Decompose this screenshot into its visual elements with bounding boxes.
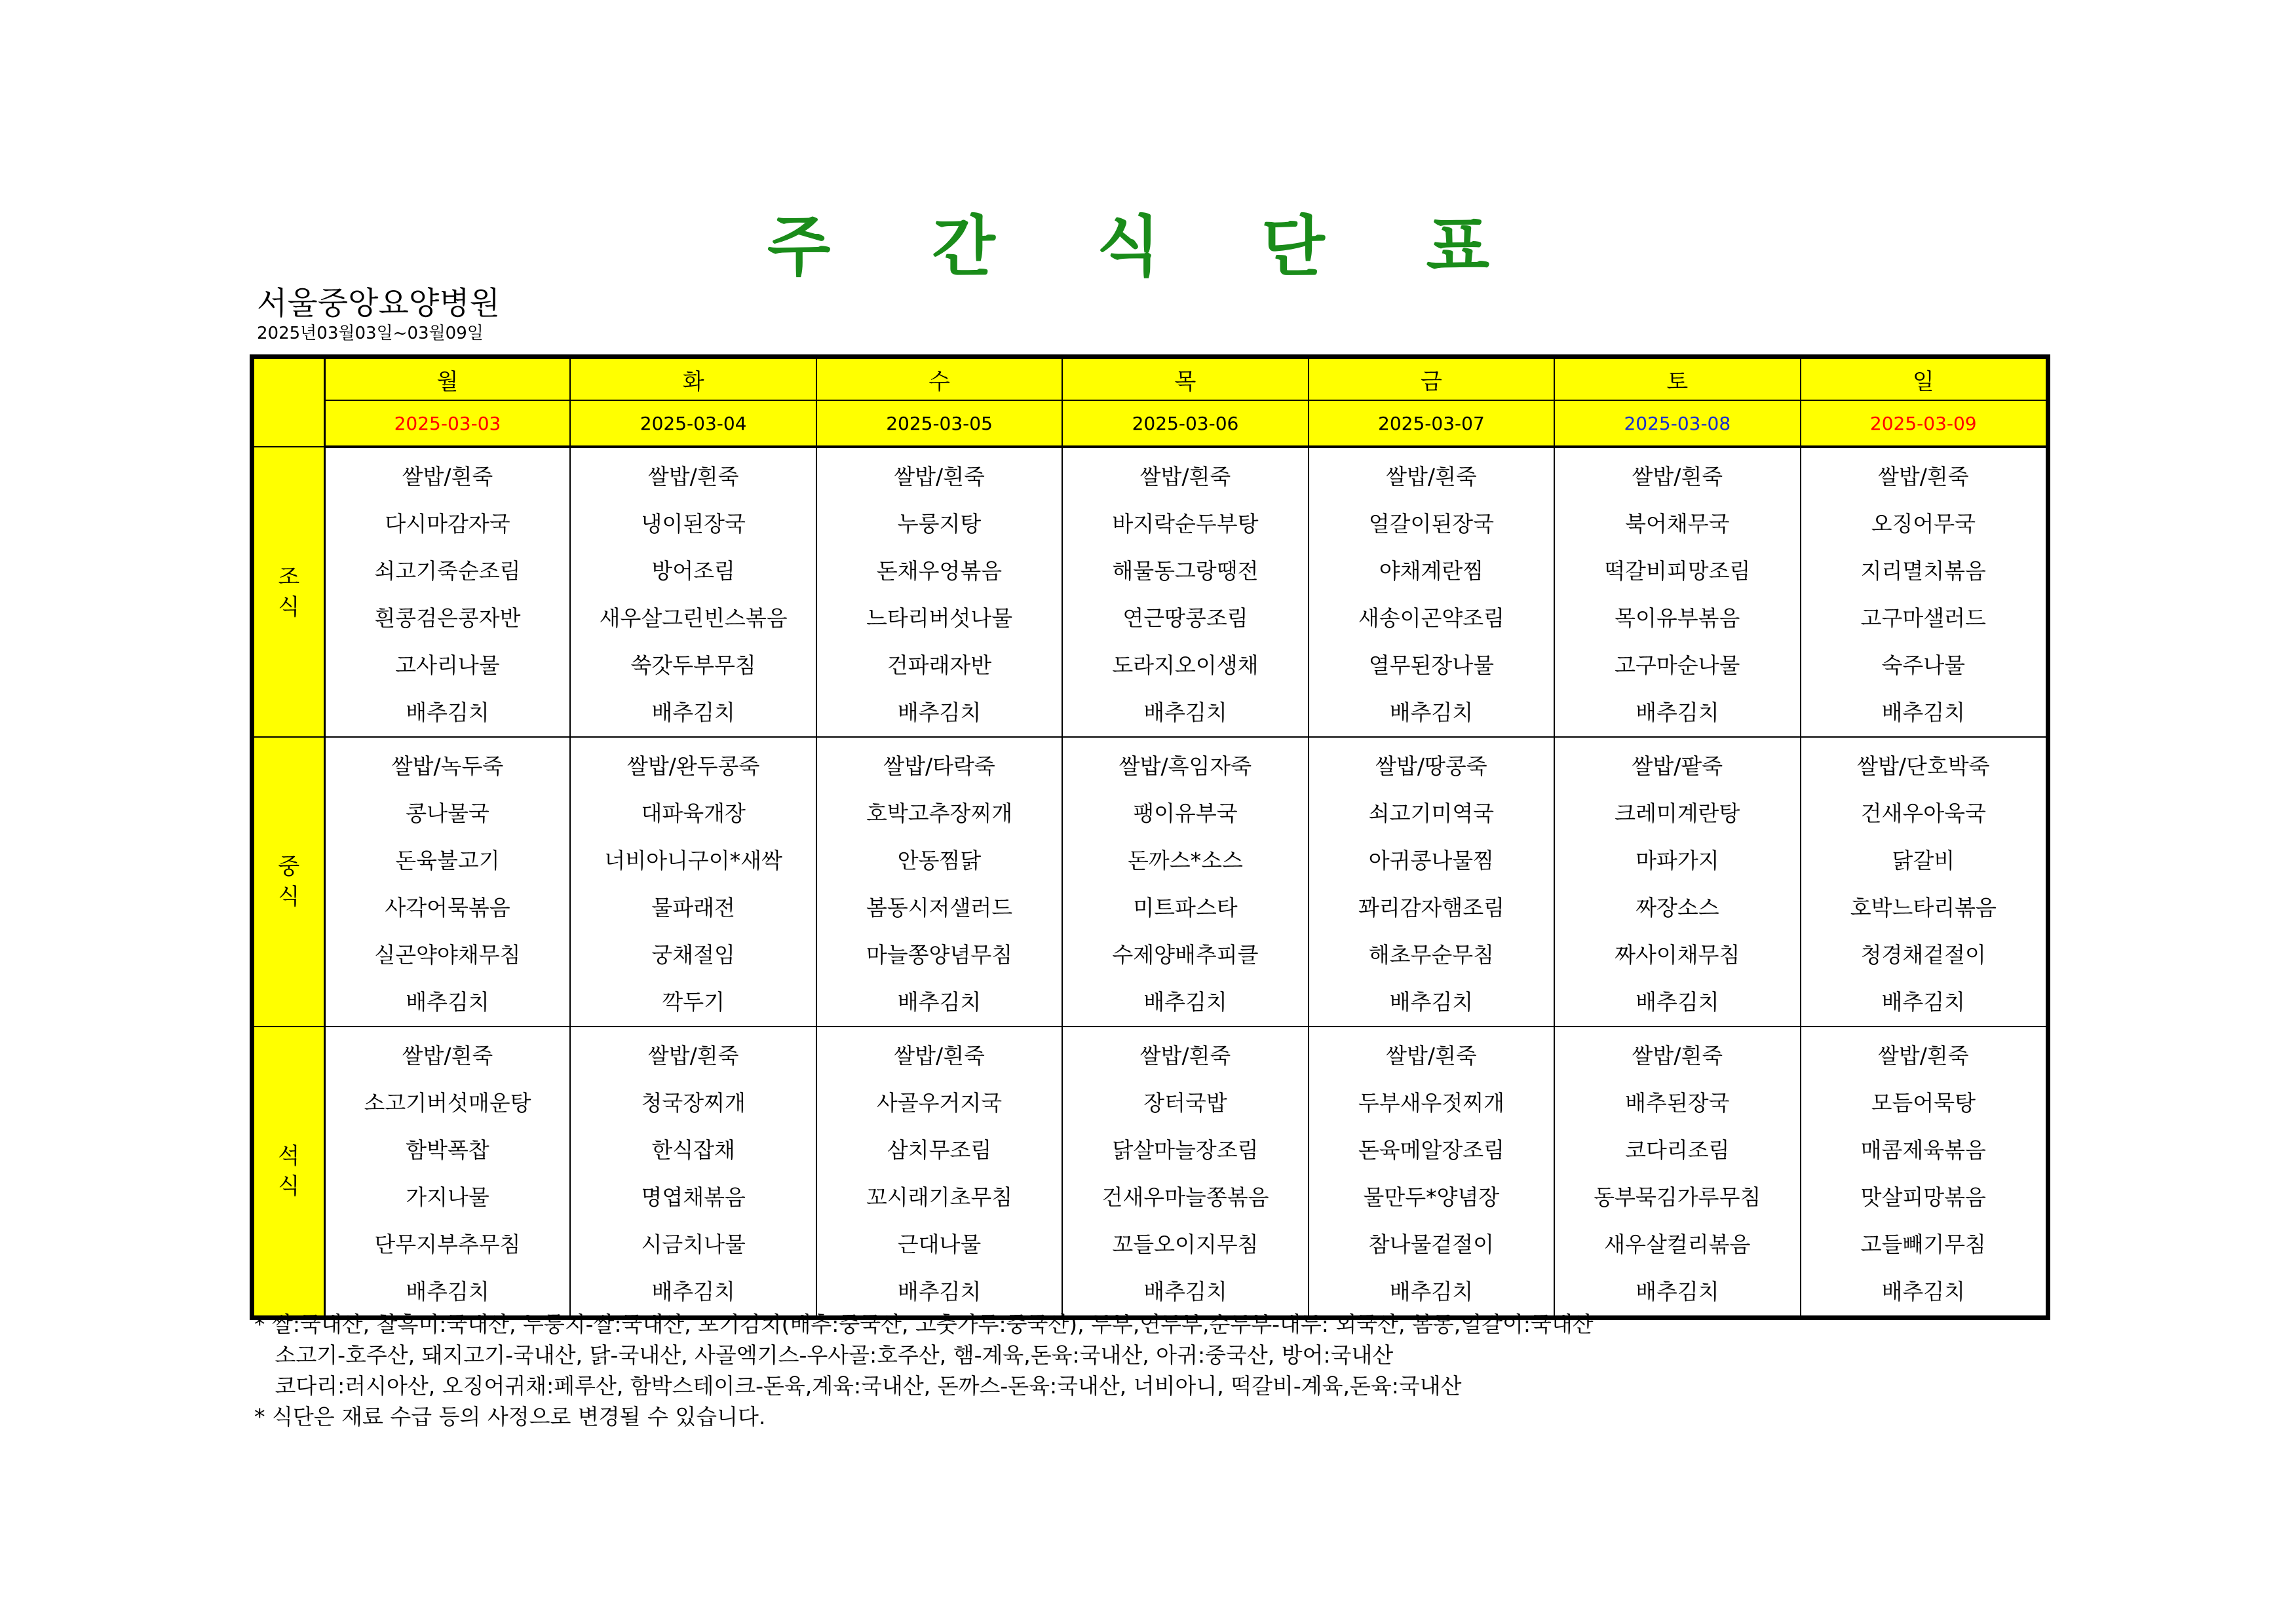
menu-item: 배추김치 — [1143, 989, 1227, 1015]
menu-item: 깍두기 — [662, 989, 725, 1015]
menu-item: 물파래전 — [651, 895, 735, 920]
menu-item: 다시마감자국 — [385, 511, 510, 537]
day-name-row — [254, 358, 2046, 400]
meal-row-1 — [254, 737, 2046, 1027]
menu-item: 배추김치 — [1636, 700, 1719, 725]
menu-item: 야채계란찜 — [1379, 558, 1484, 584]
menu-item: 배추김치 — [651, 1279, 735, 1304]
footnote-line: * 쌀:국내산, 찰흑미:국내산, 누룽지-쌀:국내산, 포기김치(배추:중국산, 고춧가루:중국산), 두부,연두부,순두부-대두: 외국산, 봄동,얼갈이:국내산 — [254, 1312, 1594, 1337]
menu-item: 새우살컬리볶음 — [1604, 1232, 1751, 1257]
menu-item: 쌀밥/흰죽 — [1632, 464, 1723, 489]
menu-item: 배추된장국 — [1625, 1090, 1730, 1116]
menu-item: 돈채우엉볶음 — [876, 558, 1003, 584]
menu-item: 명엽채볶음 — [641, 1184, 746, 1210]
menu-item: 근대나물 — [897, 1232, 982, 1257]
menu-item: 쌀밥/땅콩죽 — [1375, 753, 1487, 779]
menu-item: 배추김치 — [897, 700, 982, 725]
day-date-2: 2025-03-05 — [816, 400, 1062, 447]
meal-label — [254, 737, 324, 1027]
menu-cell — [324, 447, 570, 737]
menu-item: 쌀밥/흰죽 — [647, 1043, 739, 1068]
menu-cell — [570, 1027, 816, 1316]
menu-item: 배추김치 — [1636, 1279, 1719, 1304]
menu-cell — [1309, 1027, 1554, 1316]
menu-item: 해초무순무침 — [1368, 942, 1495, 968]
menu-item: 코다리조림 — [1625, 1137, 1730, 1163]
menu-item: 얼갈이된장국 — [1368, 511, 1495, 537]
menu-item: 마늘쫑양념무침 — [866, 942, 1013, 968]
menu-item: 쑥갓두부무침 — [630, 652, 756, 678]
menu-item: 아귀콩나물찜 — [1368, 848, 1495, 873]
menu-item: 배추김치 — [1389, 700, 1474, 725]
menu-item: 모듬어묵탕 — [1871, 1090, 1976, 1116]
menu-item: 쇠고기미역국 — [1368, 801, 1495, 826]
menu-item: 배추김치 — [1389, 1279, 1474, 1304]
menu-item: 쌀밥/흑임자죽 — [1119, 753, 1252, 779]
menu-item: 청경채겉절이 — [1860, 942, 1986, 968]
menu-item: 쌀밥/단호박죽 — [1857, 753, 1990, 779]
menu-item: 함박폭찹 — [406, 1137, 489, 1163]
menu-item: 쌀밥/타락죽 — [883, 753, 995, 779]
menu-item: 고들빼기무침 — [1860, 1232, 1986, 1257]
menu-table-body — [254, 358, 2046, 1316]
menu-item: 목이유부볶음 — [1615, 605, 1740, 631]
menu-item: 쌀밥/녹두죽 — [391, 753, 504, 779]
meal-label-text: 조 식 — [278, 563, 300, 620]
menu-item: 고구마순나물 — [1615, 652, 1740, 678]
menu-item: 배추김치 — [1143, 1279, 1227, 1304]
menu-item: 닭갈비 — [1892, 848, 1955, 873]
menu-item: 배추김치 — [406, 1279, 489, 1304]
menu-item: 도라지오이생채 — [1112, 652, 1259, 678]
menu-item: 느타리버섯나물 — [866, 605, 1013, 631]
meal-label-text: 석 식 — [278, 1143, 300, 1199]
hospital-name: 서울중앙요양병원 — [257, 285, 500, 322]
day-date-5: 2025-03-08 — [1554, 400, 1800, 447]
menu-item: 호박느타리볶음 — [1850, 895, 1997, 920]
menu-item: 두부새우젓찌개 — [1358, 1090, 1504, 1116]
menu-item: 궁채절임 — [651, 942, 735, 968]
menu-item: 쌀밥/흰죽 — [1386, 1043, 1477, 1068]
menu-item: 돈육불고기 — [395, 848, 500, 873]
menu-item: 건새우마늘쫑볶음 — [1101, 1184, 1269, 1210]
menu-item: 소고기버섯매운탕 — [364, 1090, 531, 1116]
menu-item: 청국장찌개 — [641, 1090, 746, 1116]
day-date-0: 2025-03-03 — [324, 400, 570, 447]
menu-cell — [324, 737, 570, 1027]
page-title: 주 간 식 단 표 — [767, 208, 1529, 285]
meal-row-2 — [254, 1027, 2046, 1316]
menu-cell — [1554, 737, 1800, 1027]
menu-item: 미트파스타 — [1133, 895, 1238, 920]
menu-cell — [816, 737, 1062, 1027]
menu-item: 한식잡채 — [651, 1137, 735, 1163]
menu-item: 쌀밥/흰죽 — [1139, 464, 1231, 489]
day-name-6: 일 — [1801, 358, 2046, 400]
menu-item: 닭살마늘장조림 — [1112, 1137, 1259, 1163]
menu-item: 팽이유부국 — [1133, 801, 1238, 826]
menu-cell — [816, 447, 1062, 737]
footnotes — [254, 1309, 1594, 1432]
menu-item: 쌀밥/팥죽 — [1632, 753, 1723, 779]
menu-item: 꼬들오이지무침 — [1112, 1232, 1259, 1257]
menu-item: 돈까스*소스 — [1128, 848, 1243, 873]
menu-cell — [1062, 447, 1308, 737]
menu-item: 너비아니구이*새싹 — [604, 848, 782, 873]
menu-item: 건파래자반 — [887, 652, 992, 678]
day-date-4: 2025-03-07 — [1309, 400, 1554, 447]
menu-cell — [1801, 737, 2046, 1027]
menu-item: 장터국밥 — [1143, 1090, 1227, 1116]
menu-item: 방어조림 — [651, 558, 735, 584]
menu-item: 쌀밥/완두콩죽 — [626, 753, 760, 779]
menu-item: 호박고추장찌개 — [866, 801, 1013, 826]
menu-item: 쌀밥/흰죽 — [1139, 1043, 1231, 1068]
menu-item: 배추김치 — [406, 700, 489, 725]
weekly-menu-table — [253, 358, 2047, 1317]
menu-item: 배추김치 — [1881, 1279, 1966, 1304]
menu-item: 지리멸치볶음 — [1860, 558, 1986, 584]
meal-label — [254, 1027, 324, 1316]
meal-row-0 — [254, 447, 2046, 737]
menu-item: 마파가지 — [1636, 848, 1719, 873]
menu-item: 꽈리감자햄조림 — [1358, 895, 1504, 920]
footnote-line: * 식단은 재료 수급 등의 사정으로 변경될 수 있습니다. — [254, 1404, 766, 1429]
menu-item: 해물동그랑땡전 — [1112, 558, 1259, 584]
menu-item: 배추김치 — [1881, 700, 1966, 725]
date-row — [254, 400, 2046, 447]
menu-item: 콩나물국 — [406, 801, 489, 826]
menu-item: 물만두*양념장 — [1363, 1184, 1500, 1210]
footnote-line: 소고기-호주산, 돼지고기-국내산, 닭-국내산, 사골엑기스-우사골:호주산, 햄-계육,돈육:국내산, 아귀:중국산, 방어:국내산 — [254, 1342, 1394, 1368]
menu-item: 쌀밥/흰죽 — [1386, 464, 1477, 489]
day-date-6: 2025-03-09 — [1801, 400, 2046, 447]
menu-cell — [1062, 1027, 1308, 1316]
menu-cell — [1554, 447, 1800, 737]
menu-item: 꼬시래기초무침 — [866, 1184, 1013, 1210]
menu-item: 쇠고기죽순조림 — [374, 558, 521, 584]
menu-cell — [816, 1027, 1062, 1316]
menu-item: 고사리나물 — [395, 652, 500, 678]
menu-item: 크레미계란탕 — [1615, 801, 1740, 826]
menu-cell — [1062, 737, 1308, 1027]
menu-item: 새송이곤약조림 — [1358, 605, 1504, 631]
menu-item: 동부묵김가루무침 — [1594, 1184, 1761, 1210]
menu-cell — [570, 737, 816, 1027]
menu-period: 2025년03월03일~03월09일 — [257, 324, 484, 343]
menu-item: 매콤제육볶음 — [1860, 1137, 1986, 1163]
menu-item: 배추김치 — [897, 989, 982, 1015]
day-name-5: 토 — [1554, 358, 1800, 400]
menu-item: 숙주나물 — [1881, 652, 1966, 678]
day-name-1: 화 — [570, 358, 816, 400]
menu-item: 쌀밥/흰죽 — [894, 464, 985, 489]
menu-item: 실곤약야채무침 — [374, 942, 521, 968]
menu-item: 냉이된장국 — [641, 511, 746, 537]
menu-item: 참나물겉절이 — [1368, 1232, 1495, 1257]
menu-item: 단무지부추무침 — [374, 1232, 521, 1257]
menu-item: 배추김치 — [651, 700, 735, 725]
table-corner — [254, 358, 324, 447]
menu-item: 배추김치 — [897, 1279, 982, 1304]
menu-item: 가지나물 — [406, 1184, 489, 1210]
menu-item: 배추김치 — [1143, 700, 1227, 725]
day-name-3: 목 — [1062, 358, 1308, 400]
menu-item: 삼치무조림 — [887, 1137, 992, 1163]
menu-item: 북어채무국 — [1625, 511, 1730, 537]
menu-item: 열무된장나물 — [1368, 652, 1495, 678]
menu-cell — [1309, 737, 1554, 1027]
menu-item: 사각어묵볶음 — [385, 895, 510, 920]
menu-item: 누룽지탕 — [897, 511, 982, 537]
menu-item: 쌀밥/흰죽 — [1632, 1043, 1723, 1068]
menu-item: 오징어무국 — [1871, 511, 1976, 537]
menu-item: 안동찜닭 — [897, 848, 982, 873]
menu-item: 배추김치 — [406, 989, 489, 1015]
menu-item: 봄동시저샐러드 — [866, 895, 1013, 920]
day-date-1: 2025-03-04 — [570, 400, 816, 447]
menu-item: 흰콩검은콩자반 — [374, 605, 521, 631]
menu-item: 새우살그린빈스볶음 — [599, 605, 788, 631]
menu-item: 수제양배추피클 — [1112, 942, 1259, 968]
menu-cell — [1801, 447, 2046, 737]
menu-cell — [570, 447, 816, 737]
day-name-2: 수 — [816, 358, 1062, 400]
menu-item: 연근땅콩조림 — [1122, 605, 1248, 631]
menu-item: 짜장소스 — [1636, 895, 1719, 920]
menu-item: 대파육개장 — [641, 801, 746, 826]
menu-item: 바지락순두부탕 — [1112, 511, 1259, 537]
day-date-3: 2025-03-06 — [1062, 400, 1308, 447]
menu-item: 쌀밥/흰죽 — [402, 1043, 493, 1068]
meal-label-text: 중 식 — [278, 854, 300, 910]
menu-item: 배추김치 — [1389, 989, 1474, 1015]
menu-item: 맛살피망볶음 — [1860, 1184, 1986, 1210]
menu-item: 돈육메알장조림 — [1358, 1137, 1504, 1163]
day-name-4: 금 — [1309, 358, 1554, 400]
menu-cell — [1801, 1027, 2046, 1316]
menu-item: 쌀밥/흰죽 — [647, 464, 739, 489]
menu-cell — [1554, 1027, 1800, 1316]
day-name-0: 월 — [324, 358, 570, 400]
menu-cell — [324, 1027, 570, 1316]
menu-item: 건새우아욱국 — [1860, 801, 1986, 826]
menu-item: 쌀밥/흰죽 — [1877, 1043, 1969, 1068]
menu-item: 떡갈비피망조림 — [1604, 558, 1751, 584]
menu-cell — [1309, 447, 1554, 737]
menu-item: 쌀밥/흰죽 — [402, 464, 493, 489]
footnote-line: 코다리:러시아산, 오징어귀채:페루산, 함박스테이크-돈육,계육:국내산, 돈까스-돈육:국내산, 너비아니, 떡갈비-계육,돈육:국내산 — [254, 1373, 1462, 1399]
menu-item: 시금치나물 — [641, 1232, 746, 1257]
menu-item: 고구마샐러드 — [1860, 605, 1986, 631]
menu-item: 사골우거지국 — [876, 1090, 1003, 1116]
menu-item: 쌀밥/흰죽 — [1877, 464, 1969, 489]
menu-item: 배추김치 — [1881, 989, 1966, 1015]
menu-item: 배추김치 — [1636, 989, 1719, 1015]
meal-label — [254, 447, 324, 737]
menu-item: 쌀밥/흰죽 — [894, 1043, 985, 1068]
menu-item: 짜사이채무침 — [1615, 942, 1740, 968]
